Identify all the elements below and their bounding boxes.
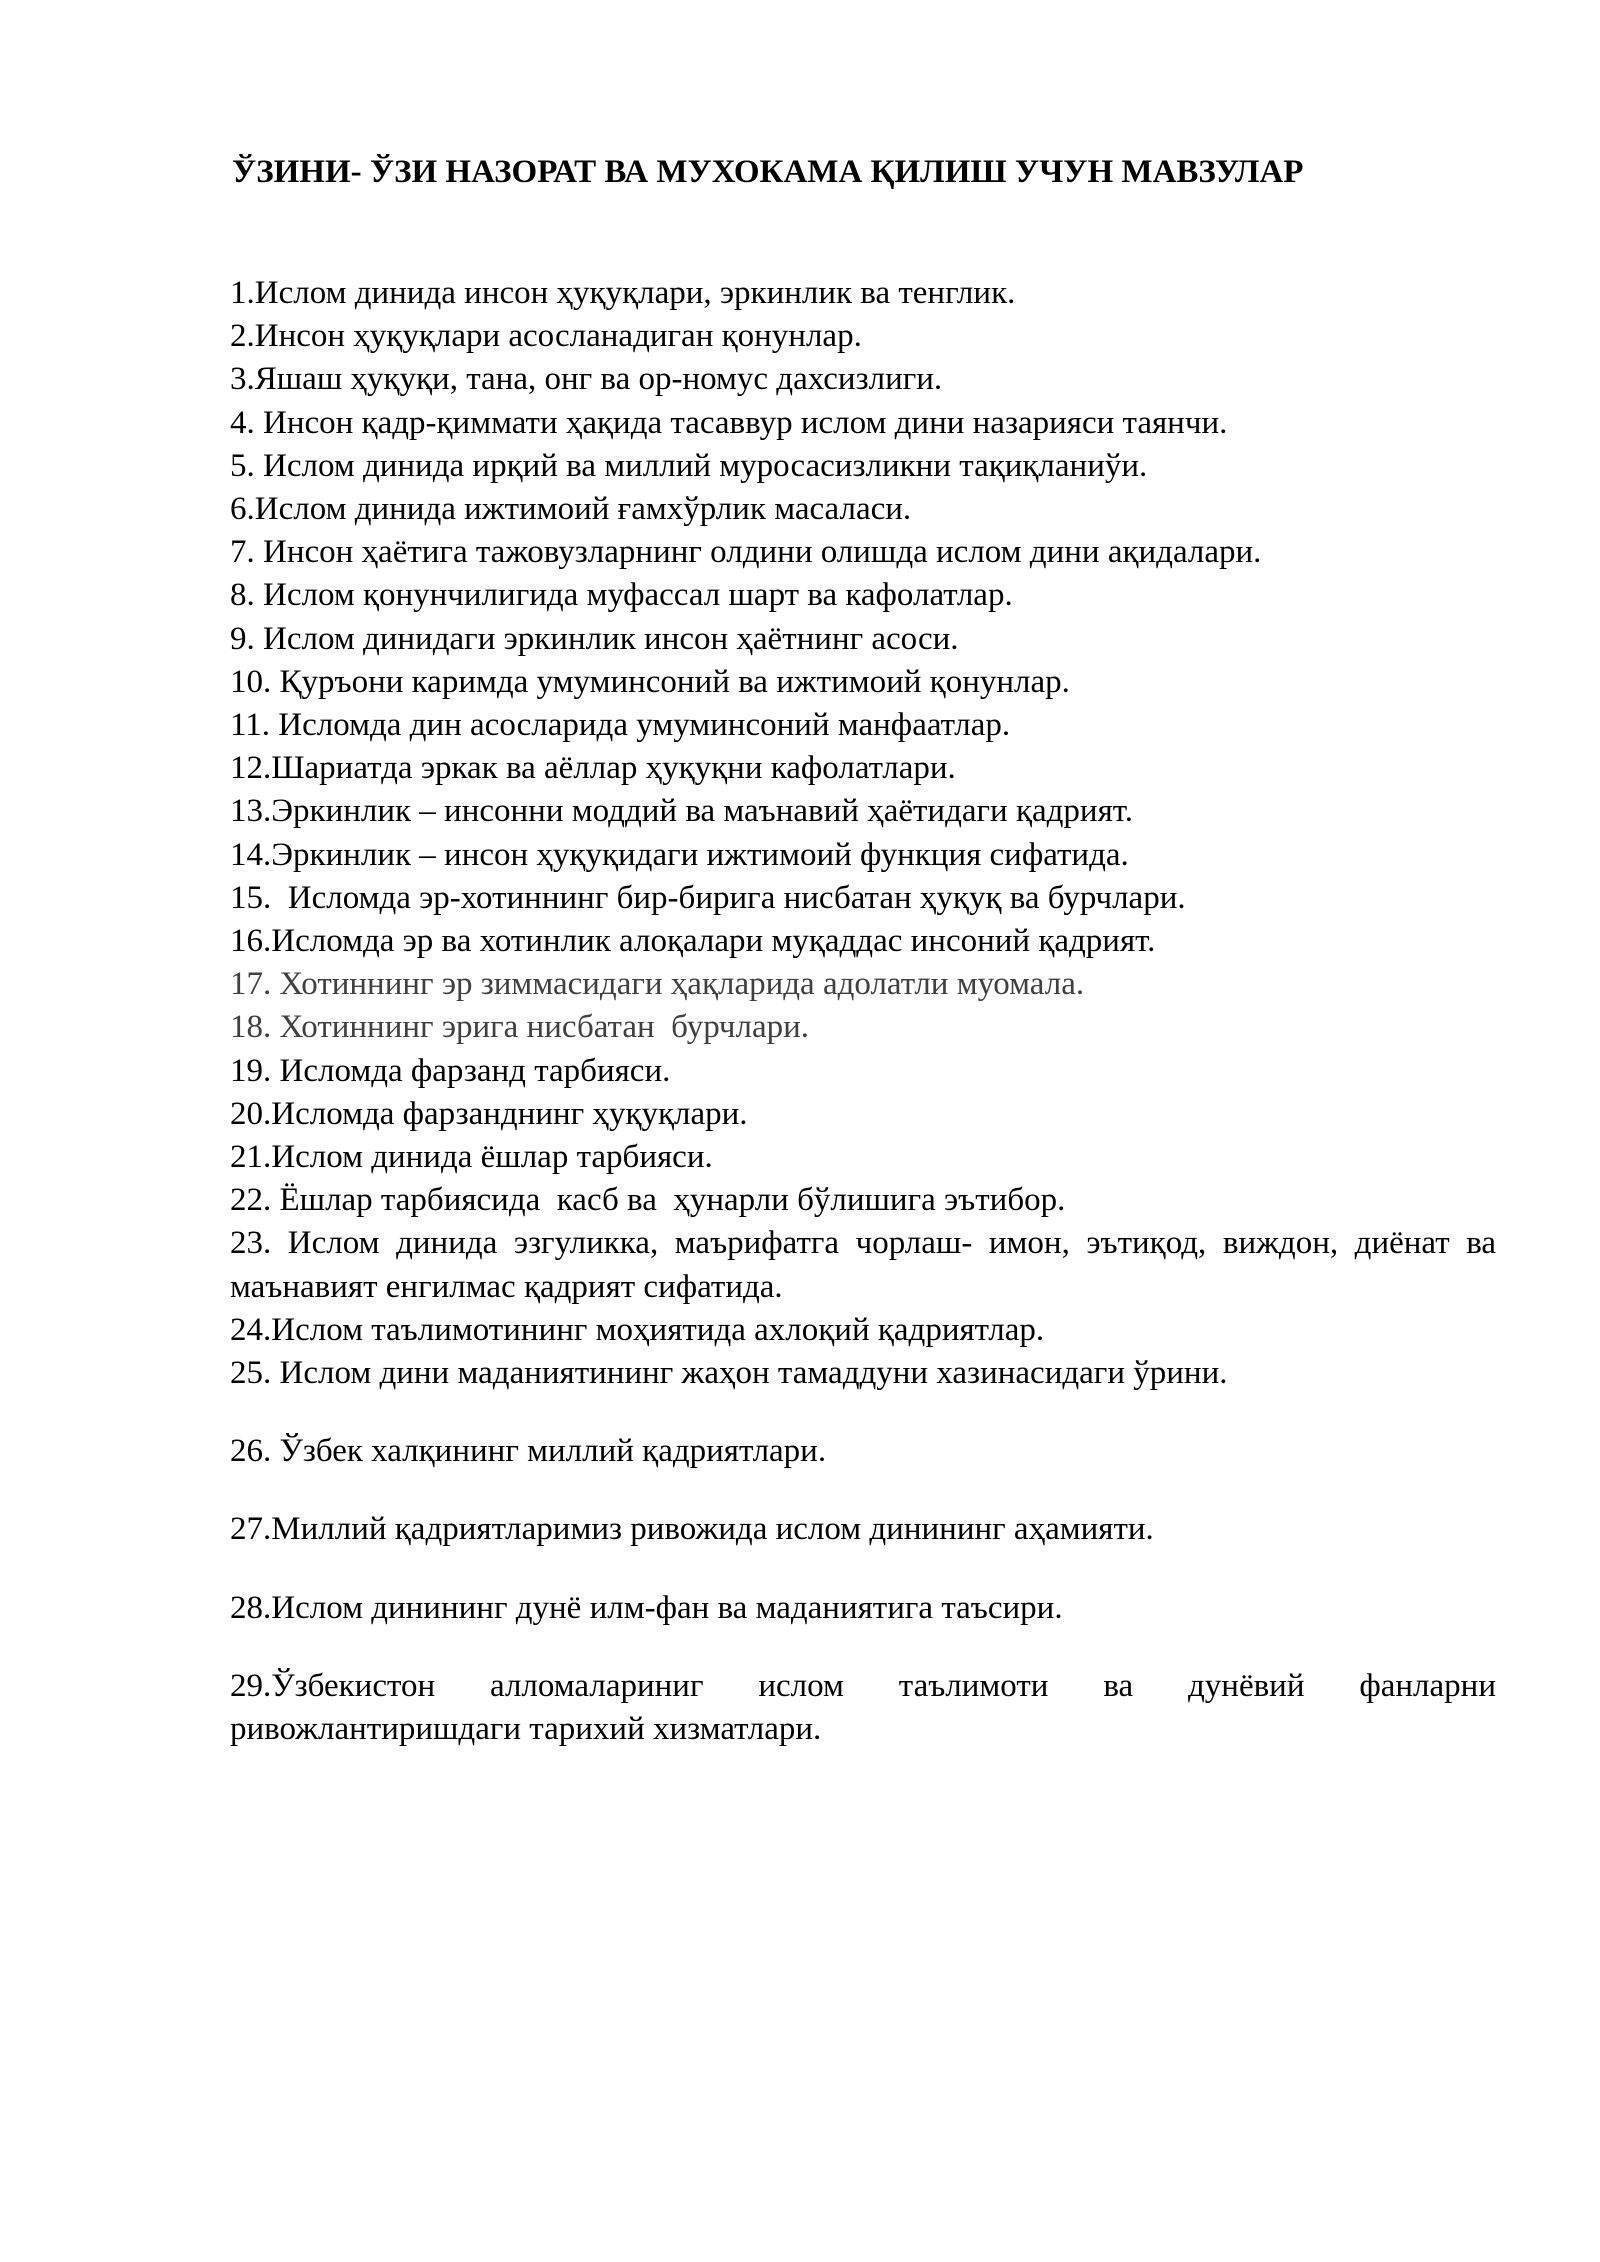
list-item: 26. Ўзбек халқининг миллий қадриятлари. [230,1433,827,1470]
list-item: 25. Ислом дини маданиятининг жаҳон тамаддуни хазинасидаги ўрини. [230,1355,1228,1392]
list-item: 19. Исломда фарзанд тарбияси. [230,1052,671,1089]
list-item: 4. Инсон қадр-қиммати ҳақида тасаввур ислом дини назарияси таянчи. [230,404,1228,441]
list-item: 17. Хотиннинг эр зиммасидаги ҳақларида адолатли муомала. [230,966,1085,1003]
list-item: 16.Исломда эр ва хотинлик алоқалари муқаддас инсоний қадрият. [230,923,1156,960]
list-item: 13.Эркинлик – инсонни моддий ва маънавий ҳаётидаги қадрият. [230,793,1133,830]
list-item: 15. Исломда эр-хотиннинг бир-бирига нисбатан ҳуқуқ ва бурчлари. [230,879,1186,916]
list-item: 2.Инсон ҳуқуқлари асосланадиган қонунлар. [230,318,862,355]
list-item: 21.Ислом динида ёшлар тарбияси. [230,1139,713,1176]
list-item: 9. Ислом динидаги эркинлик инсон ҳаётнинг асоси. [230,620,959,657]
list-item: 1.Ислом динида инсон ҳуқуқлари, эркинлик ва тенглик. [230,275,1016,311]
list-item: 18. Хотиннинг эрига нисбатан бурчлари. [230,1009,809,1046]
list-item: 14.Эркинлик – инсон ҳуқуқидаги ижтимоий функция сифатида. [230,836,1129,873]
list-item: 28.Ислом динининг дунё илм-фан ва маданиятига таъсири. [230,1589,1063,1626]
list-item: 11. Исломда дин асосларида умуминсоний манфаатлар. [230,707,1011,744]
list-item: 5. Ислом динида ирқий ва миллий муросасизликни тақиқланиўи. [230,447,1148,484]
list-item: 6.Ислом динида ижтимоий ғамхўрлик масаласи. [230,491,912,528]
list-item: 8. Ислом қонунчилигида муфассал шарт ва кафолатлар. [230,577,1013,614]
list-item: 22. Ёшлар тарбиясида касб ва ҳунарли бўлишига эътибор. [230,1182,1066,1219]
list-item: 10. Қуръони каримда умуминсоний ва ижтимоий қонунлар. [230,663,1070,700]
list-item: 3.Яшаш ҳуқуқи, тана, онг ва ор-номус дахсизлиги. [230,361,943,398]
list-item: 7. Инсон ҳаётига тажовузларнинг олдини олишда ислом дини ақидалари. [230,534,1262,571]
topic-list [230,272,1505,1751]
list-item: 20.Исломда фарзанднинг ҳуқуқлари. [230,1095,748,1132]
list-item: 12.Шариатда эркак ва аёллар ҳуқуқни кафолатлари. [230,750,956,787]
list-item: 27.Миллий қадриятларимиз ривожида ислом динининг аҳамияти. [230,1511,1154,1548]
list-item: 29.Ўзбекистон алломалариниг ислом таълимоти ва дунёвий фанларни ривожлантиришдаги тарихий хизматлари. [230,1667,1505,1748]
list-item: 23. Ислом динида эзгуликка, маърифатга чорлаш- имон, эътиқод, виждон, диёнат ва маънавият енгилмас қадрият сифатида. [230,1225,1505,1305]
page-title: ЎЗИНИ- ЎЗИ НАЗОРАТ ВА МУХОКАМА ҚИЛИШ УЧУН МАВЗУЛАР [232,154,1304,190]
list-item: 24.Ислом таълимотининг моҳиятида ахлоқий қадриятлар. [230,1311,1045,1348]
